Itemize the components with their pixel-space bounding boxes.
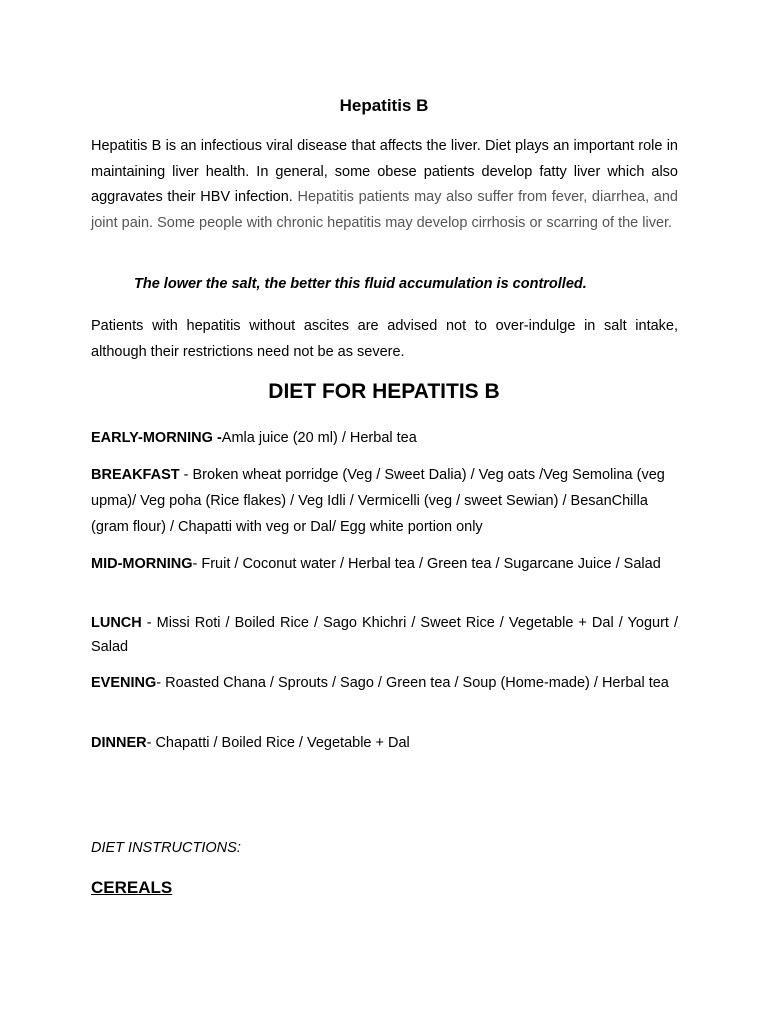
intro-symptoms-text: Hepatitis patients may also suffer from fever, diarrhea, and joint pain. Some people with chronic hepatitis may develop cirrhosis or scarring of the liver. — [91, 189, 679, 231]
meal-label: BREAKFAST — [91, 467, 180, 483]
meal-breakfast — [91, 462, 678, 540]
meal-label: EARLY-MORNING - — [91, 430, 222, 446]
meal-mid-morning — [91, 552, 678, 576]
meal-items: - Fruit / Coconut water / Herbal tea / Green tea / Sugarcane Juice / Salad — [192, 556, 661, 572]
meal-items: - Roasted Chana / Sprouts / Sago / Green tea / Soup (Home-made) / Herbal tea — [156, 675, 669, 691]
meal-items: - Chapatti / Boiled Rice / Vegetable + Dal — [146, 735, 410, 751]
intro-text: Hepatitis B is an infectious viral disease that affects the liver. Diet plays an important role in maintaining liver health. In general, some obese patients develop fatty liver which also aggravates their HBV infection. — [91, 138, 678, 205]
meal-label: MID-MORNING — [91, 556, 193, 572]
diet-instructions-label — [91, 840, 241, 856]
meal-items: - Missi Roti / Boiled Rice / Sago Khichri / Sweet Rice / Vegetable + Dal / Yogurt / Salad — [91, 615, 678, 655]
cereals-heading: CEREALS — [91, 878, 173, 897]
document-title: Hepatitis B — [339, 96, 429, 115]
meal-lunch — [91, 611, 678, 659]
instructions-colon: : — [236, 840, 241, 856]
meal-evening — [91, 671, 678, 695]
instructions-text: DIET INSTRUCTIONS — [91, 840, 237, 856]
salt-emphasis: The lower the salt, the better this fluid accumulation is controlled. — [134, 276, 587, 292]
meal-label: DINNER — [91, 735, 147, 751]
intro-paragraph — [91, 134, 678, 236]
meal-early-morning — [91, 426, 678, 450]
diet-heading: DIET FOR HEPATITIS B — [268, 380, 500, 403]
meal-label: EVENING — [91, 675, 157, 691]
meal-items: Amla juice (20 ml) / Herbal tea — [221, 430, 417, 446]
meal-dinner — [91, 731, 678, 755]
meal-label: LUNCH — [91, 615, 142, 631]
advice-paragraph: Patients with hepatitis without ascites are advised not to over-indulge in salt intake, although their restrictions need not be as severe. — [91, 318, 678, 360]
meal-items: - Broken wheat porridge (Veg / Sweet Dalia) / Veg oats /Veg Semolina (veg upma)/ Veg poha (Rice flakes) / Veg Idli / Vermicelli (veg / sweet Sewian) / BesanChilla (gram flour) / Chapatti with veg or Dal/ Egg white portion only — [91, 467, 665, 535]
